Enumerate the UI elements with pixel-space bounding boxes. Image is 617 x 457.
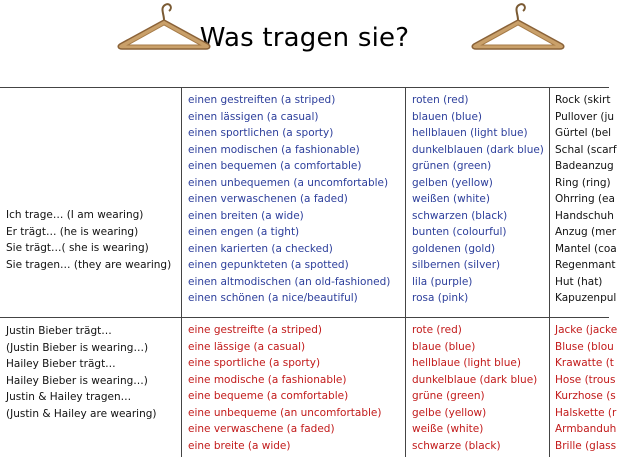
- adjective-list-masculine: [188, 92, 390, 307]
- list-item: Kurzhose (s: [555, 390, 616, 402]
- list-item: bunten (colourful): [412, 226, 507, 238]
- list-item: (Justin Bieber is wearing…): [6, 341, 149, 354]
- list-item: hellblaue (light blue): [412, 357, 521, 369]
- list-item: dunkelblaue (dark blue): [412, 373, 538, 386]
- list-item: Sie trägt…( she is wearing): [6, 242, 149, 254]
- list-item: schwarze (black): [412, 439, 501, 452]
- list-item: Ring (ring): [555, 176, 611, 189]
- list-item: Gürtel (bel: [555, 127, 612, 139]
- list-item: lila (purple): [412, 275, 473, 288]
- list-item: Krawatte (t: [555, 357, 614, 369]
- list-item: Jacke (jacke: [555, 324, 617, 336]
- list-item: schwarzen (black): [412, 209, 508, 222]
- list-item: Hailey Bieber is wearing…): [6, 374, 148, 387]
- list-item: einen engen (a tight): [188, 226, 300, 238]
- table-divider: [405, 87, 406, 457]
- list-item: einen karierten (a checked): [188, 242, 333, 255]
- list-item: rosa (pink): [412, 292, 469, 304]
- list-item: Badeanzug: [555, 160, 614, 172]
- colour-list-masculine: [412, 92, 544, 307]
- list-item: Brille (glass: [555, 439, 617, 452]
- hanger-icon: [468, 2, 568, 52]
- list-item: eine sportliche (a sporty): [188, 357, 321, 369]
- list-item: eine unbequeme (an uncomfortable): [188, 406, 382, 419]
- list-item: Mantel (coa: [555, 242, 617, 255]
- list-item: Schal (scarf: [555, 143, 617, 156]
- table-divider: [0, 317, 609, 318]
- list-item: einen gestreiften (a striped): [188, 94, 336, 106]
- list-item: einen altmodischen (an old-fashioned): [188, 275, 391, 288]
- list-item: eine modische (a fashionable): [188, 373, 347, 386]
- list-item: rote (red): [412, 324, 462, 336]
- list-item: hellblauen (light blue): [412, 127, 528, 139]
- list-item: grünen (green): [412, 160, 492, 172]
- list-item: Sie tragen… (they are wearing): [6, 258, 172, 271]
- list-item: Kapuzenpul: [555, 292, 617, 304]
- list-item: eine gestreifte (a striped): [188, 324, 323, 336]
- list-item: eine bequeme (a comfortable): [188, 390, 349, 402]
- list-item: roten (red): [412, 94, 469, 106]
- hanger-icon: [114, 2, 214, 52]
- list-item: gelbe (yellow): [412, 406, 487, 419]
- list-item: einen verwaschenen (a faded): [188, 193, 348, 205]
- list-item: einen gepunkteten (a spotted): [188, 259, 349, 271]
- list-item: Pullover (ju: [555, 110, 615, 123]
- list-item: Regenmant: [555, 259, 616, 271]
- noun-list-feminine: [555, 322, 617, 454]
- list-item: eine verwaschene (a faded): [188, 423, 335, 435]
- list-item: Ohrring (ea: [555, 193, 615, 205]
- list-item: Hose (trous: [555, 373, 616, 386]
- list-item: einen schönen (a nice/beautiful): [188, 292, 358, 304]
- table-divider: [0, 87, 609, 88]
- page-title: Was tragen sie?: [199, 23, 410, 53]
- list-item: weiße (white): [412, 423, 484, 435]
- list-item: Handschuh: [555, 209, 614, 222]
- list-item: Anzug (mer: [555, 226, 617, 238]
- list-item: einen sportlichen (a sporty): [188, 127, 334, 139]
- table-divider: [181, 87, 182, 457]
- list-item: Hut (hat): [555, 275, 603, 288]
- list-item: blaue (blue): [412, 340, 476, 353]
- adjective-list-feminine: [188, 322, 381, 454]
- list-item: Er trägt… (he is wearing): [6, 225, 139, 238]
- list-item: einen modischen (a fashionable): [188, 143, 360, 156]
- list-item: weißen (white): [412, 193, 490, 205]
- list-item: Rock (skirt: [555, 94, 611, 106]
- list-item: einen lässigen (a casual): [188, 110, 319, 123]
- subject-list-top: [6, 207, 171, 273]
- list-item: silbernen (silver): [412, 259, 501, 271]
- list-item: blauen (blue): [412, 110, 483, 123]
- list-item: Ich trage… (I am wearing): [6, 209, 144, 221]
- list-item: goldenen (gold): [412, 242, 496, 255]
- list-item: Justin & Hailey tragen…: [6, 391, 132, 403]
- list-item: gelben (yellow): [412, 176, 493, 189]
- table-divider: [549, 87, 550, 457]
- list-item: eine breite (a wide): [188, 439, 291, 452]
- list-item: (Justin & Hailey are wearing): [6, 407, 157, 420]
- list-item: eine lässige (a casual): [188, 340, 306, 353]
- list-item: einen breiten (a wide): [188, 209, 304, 222]
- list-item: einen bequemen (a comfortable): [188, 160, 362, 172]
- list-item: Bluse (blou: [555, 340, 614, 353]
- subject-list-bottom: [6, 323, 157, 422]
- list-item: grüne (green): [412, 390, 485, 402]
- noun-list-masculine: [555, 92, 617, 307]
- list-item: einen unbequemen (a uncomfortable): [188, 176, 389, 189]
- list-item: Armbanduh: [555, 423, 617, 435]
- list-item: Hailey Bieber trägt…: [6, 358, 116, 370]
- list-item: dunkelblauen (dark blue): [412, 143, 544, 156]
- list-item: Justin Bieber trägt…: [6, 325, 112, 337]
- list-item: Halskette (r: [555, 406, 617, 419]
- colour-list-feminine: [412, 322, 537, 454]
